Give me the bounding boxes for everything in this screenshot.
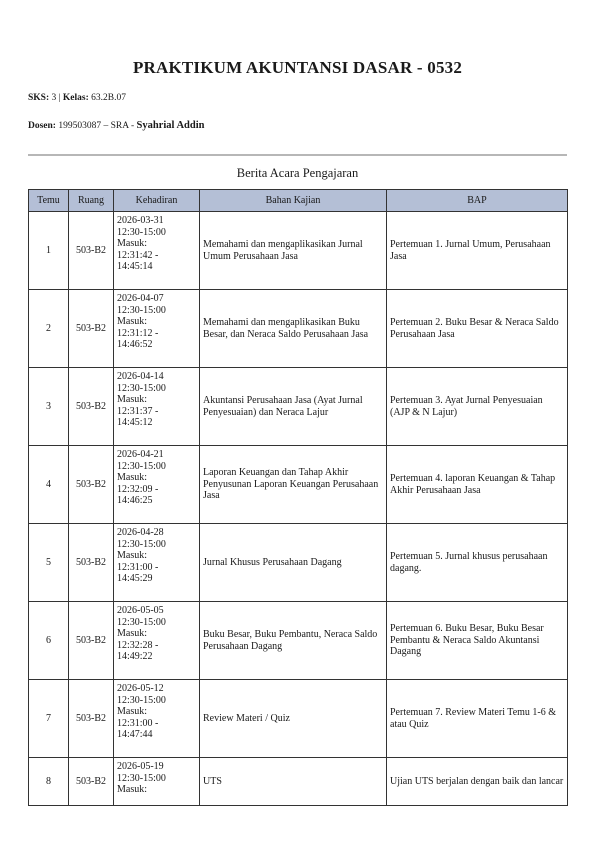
attendance-time: 12:30-15:00 (117, 616, 166, 628)
kelas-value: 63.2B.07 (91, 93, 126, 103)
cell-bahan-kajian: UTS (200, 758, 387, 806)
cell-kehadiran (114, 680, 200, 758)
attendance-in: 12:31:37 - (117, 405, 159, 417)
attendance-time: 12:30-15:00 (117, 772, 166, 784)
cell-kehadiran (114, 602, 200, 680)
table-row (29, 602, 568, 680)
attendance-masuk-label: Masuk: (117, 706, 147, 717)
cell-kehadiran (114, 758, 200, 806)
cell-ruang: 503-B2 (69, 680, 114, 758)
attendance-out: 14:49:22 (117, 651, 153, 662)
attendance-masuk-label: Masuk: (117, 472, 147, 483)
attendance-out: 14:47:44 (117, 729, 153, 740)
attendance-in: 12:31:00 - (117, 717, 159, 729)
attendance-in: 12:32:28 - (117, 639, 159, 651)
cell-temu: 3 (29, 368, 69, 446)
cell-ruang: 503-B2 (69, 602, 114, 680)
attendance-out: 14:45:29 (117, 573, 153, 584)
attendance-masuk-label: Masuk: (117, 394, 147, 405)
attendance-in: 12:31:12 - (117, 327, 159, 339)
sks-label: SKS: (28, 93, 50, 103)
cell-bahan-kajian: Jurnal Khusus Perusahaan Dagang (200, 524, 387, 602)
cell-temu: 6 (29, 602, 69, 680)
attendance-out: 14:45:12 (117, 417, 153, 428)
divider (28, 154, 567, 156)
attendance-out: 14:46:25 (117, 495, 153, 506)
dosen-id: 199503087 – SRA - (58, 121, 137, 131)
attendance-masuk-label: Masuk: (117, 784, 147, 795)
table-row (29, 758, 568, 806)
attendance-out: 14:46:52 (117, 339, 153, 350)
attendance-time: 12:30-15:00 (117, 694, 166, 706)
attendance-in: 12:31:42 - (117, 249, 159, 261)
cell-ruang: 503-B2 (69, 758, 114, 806)
attendance-time: 12:30-15:00 (117, 382, 166, 394)
header-kehadiran: Kehadiran (114, 190, 200, 212)
cell-kehadiran (114, 212, 200, 290)
cell-temu: 7 (29, 680, 69, 758)
table-row (29, 680, 568, 758)
header-bap: BAP (387, 190, 568, 212)
cell-bap: Pertemuan 3. Ayat Jurnal Penyesuaian (AJP & N Lajur) (387, 368, 568, 446)
attendance-date: 2026-05-12 (117, 683, 164, 694)
cell-temu: 4 (29, 446, 69, 524)
cell-ruang: 503-B2 (69, 524, 114, 602)
cell-bap: Ujian UTS berjalan dengan baik dan lancar (387, 758, 568, 806)
cell-ruang: 503-B2 (69, 290, 114, 368)
dosen-label: Dosen: (28, 121, 56, 131)
attendance-date: 2026-04-14 (117, 371, 164, 382)
attendance-date: 2026-05-19 (117, 761, 164, 772)
header-bahan-kajian: Bahan Kajian (200, 190, 387, 212)
cell-bap: Pertemuan 2. Buku Besar & Neraca Saldo Perusahaan Jasa (387, 290, 568, 368)
attendance-out: 14:45:14 (117, 261, 153, 272)
cell-bahan-kajian: Review Materi / Quiz (200, 680, 387, 758)
attendance-date: 2026-04-07 (117, 293, 164, 304)
attendance-date: 2026-04-28 (117, 527, 164, 538)
attendance-in: 12:32:09 - (117, 483, 159, 495)
attendance-masuk-label: Masuk: (117, 316, 147, 327)
cell-temu: 5 (29, 524, 69, 602)
header-ruang: Ruang (69, 190, 114, 212)
attendance-date: 2026-05-05 (117, 605, 164, 616)
cell-ruang: 503-B2 (69, 368, 114, 446)
cell-bahan-kajian: Memahami dan mengaplikasikan Jurnal Umum Perusahaan Jasa (200, 212, 387, 290)
cell-kehadiran (114, 290, 200, 368)
kelas-label: Kelas: (62, 93, 89, 103)
table-row (29, 368, 568, 446)
attendance-masuk-label: Masuk: (117, 238, 147, 249)
cell-bap: Pertemuan 6. Buku Besar, Buku Besar Pembantu & Neraca Saldo Akuntansi Dagang (387, 602, 568, 680)
cell-ruang: 503-B2 (69, 446, 114, 524)
attendance-time: 12:30-15:00 (117, 460, 166, 472)
attendance-date: 2026-04-21 (117, 449, 164, 460)
header-temu: Temu (29, 190, 69, 212)
cell-ruang: 503-B2 (69, 212, 114, 290)
cell-bap: Pertemuan 5. Jurnal khusus perusahaan dagang. (387, 524, 568, 602)
cell-kehadiran (114, 446, 200, 524)
cell-bahan-kajian: Akuntansi Perusahaan Jasa (Ayat Jurnal Penyesuaian) dan Neraca Lajur (200, 368, 387, 446)
attendance-date: 2026-03-31 (117, 215, 164, 226)
course-info: SKS: 3 | Kelas: 63.2B.07 (28, 93, 126, 103)
attendance-time: 12:30-15:00 (117, 538, 166, 550)
attendance-masuk-label: Masuk: (117, 628, 147, 639)
cell-bap: Pertemuan 7. Review Materi Temu 1-6 & atau Quiz (387, 680, 568, 758)
cell-bap: Pertemuan 1. Jurnal Umum, Perusahaan Jasa (387, 212, 568, 290)
cell-kehadiran (114, 368, 200, 446)
table-row (29, 290, 568, 368)
cell-temu: 8 (29, 758, 69, 806)
table-row (29, 524, 568, 602)
attendance-time: 12:30-15:00 (117, 226, 166, 238)
table-header-row (29, 190, 568, 212)
cell-temu: 1 (29, 212, 69, 290)
section-title: Berita Acara Pengajaran (236, 166, 359, 180)
attendance-time: 12:30-15:00 (117, 304, 166, 316)
dosen-name: Syahrial Addin (136, 120, 205, 131)
table-row (29, 212, 568, 290)
cell-bahan-kajian: Laporan Keuangan dan Tahap Akhir Penyusunan Laporan Keuangan Perusahaan Jasa (200, 446, 387, 524)
attendance-in: 12:31:00 - (117, 561, 159, 573)
cell-bap: Pertemuan 4. laporan Keuangan & Tahap Akhir Perusahaan Jasa (387, 446, 568, 524)
cell-bahan-kajian: Memahami dan mengaplikasikan Buku Besar, dan Neraca Saldo Perusahaan Jasa (200, 290, 387, 368)
lecturer-info (28, 120, 204, 131)
cell-bahan-kajian: Buku Besar, Buku Pembantu, Neraca Saldo Perusahaan Dagang (200, 602, 387, 680)
attendance-masuk-label: Masuk: (117, 550, 147, 561)
sks-value: 3 (51, 93, 57, 103)
teaching-report-table (28, 189, 568, 806)
cell-temu: 2 (29, 290, 69, 368)
course-title: PRAKTIKUM AKUNTANSI DASAR - 0532 (132, 58, 463, 77)
table-row (29, 446, 568, 524)
cell-kehadiran (114, 524, 200, 602)
